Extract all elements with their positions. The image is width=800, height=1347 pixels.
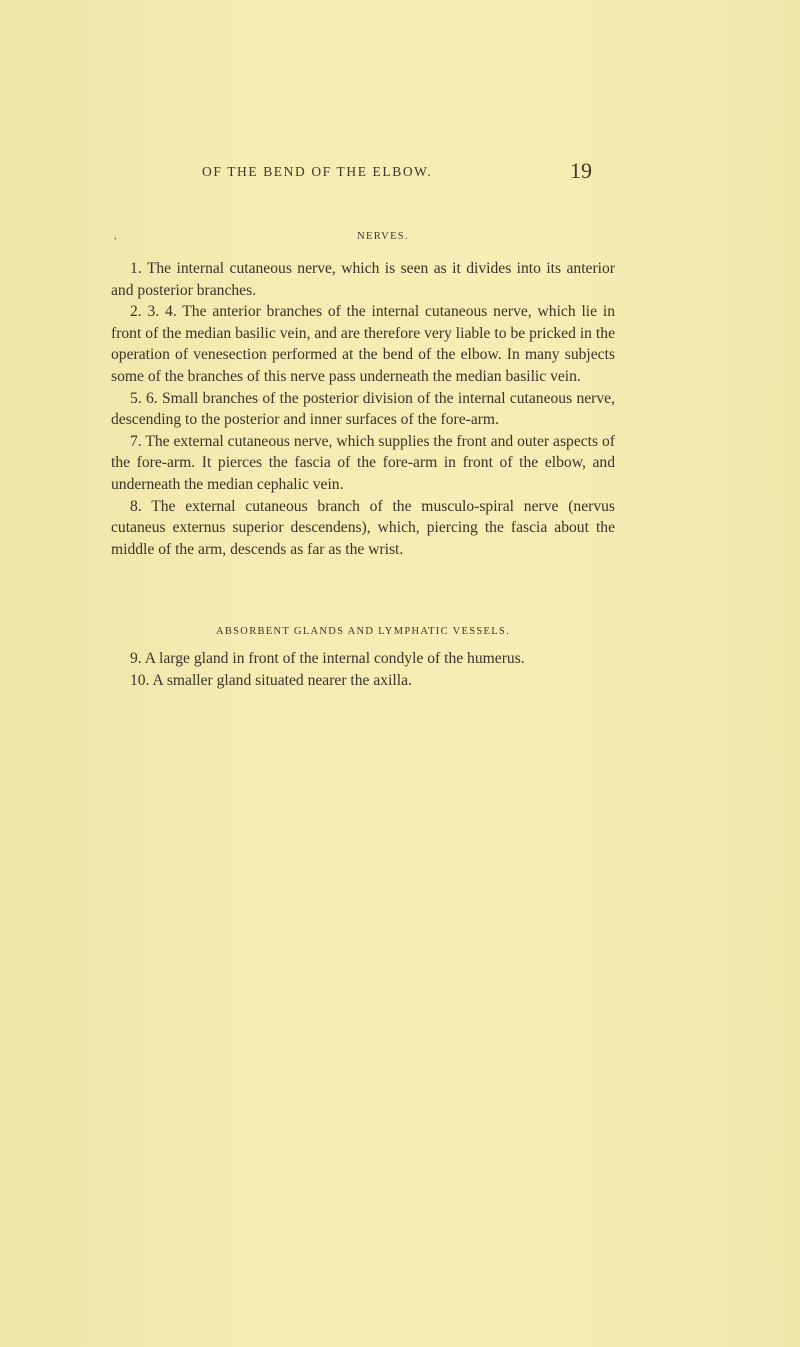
paragraph-gland-10: 10. A smaller gland situated nearer the axilla. [130, 671, 412, 689]
section-heading-nerves: NERVES. [357, 231, 409, 242]
paragraph-nerve-8: 8. The external cutaneous branch of the musculo-spiral nerve (nervus cutaneus externus superior descendens), which, piercing the fascia about the middle of the arm, descends as far as the wrist. [111, 497, 615, 558]
ink-speck: ❜ [114, 236, 117, 246]
page-number: 19 [570, 158, 592, 183]
paragraph-gland-9: 9. A large gland in front of the internal condyle of the humerus. [130, 650, 525, 667]
paragraph-nerve-7: 7. The external cutaneous nerve, which supplies the front and outer aspects of the fore-arm. It pierces the fascia of the fore-arm in front of the elbow, and underneath the median cephalic vein. [111, 432, 615, 493]
paragraph-nerve-2-3-4: 2. 3. 4. The anterior branches of the internal cutaneous nerve, which lie in front of the median basilic vein, and are therefore very liable to be pricked in the operation of venesection performed at the bend of the elbow. In many subjects some of the branches of this nerve pass underneath the median basilic vein. [111, 303, 615, 385]
paragraph-nerve-5-6: 5. 6. Small branches of the posterior division of the internal cutaneous nerve, descending to the posterior and inner surfaces of the fore-arm. [111, 389, 615, 429]
section-heading-absorbent: ABSORBENT GLANDS AND LYMPHATIC VESSELS. [215, 626, 510, 637]
running-head [0, 160, 800, 190]
section-absorbent-glands [111, 626, 615, 691]
running-title: OF THE BEND OF THE ELBOW. [202, 164, 433, 179]
section-nerves [111, 231, 615, 560]
paragraph-nerve-1: 1. The internal cutaneous nerve, which is seen as it divides into its anterior and posterior branches. [111, 260, 615, 299]
